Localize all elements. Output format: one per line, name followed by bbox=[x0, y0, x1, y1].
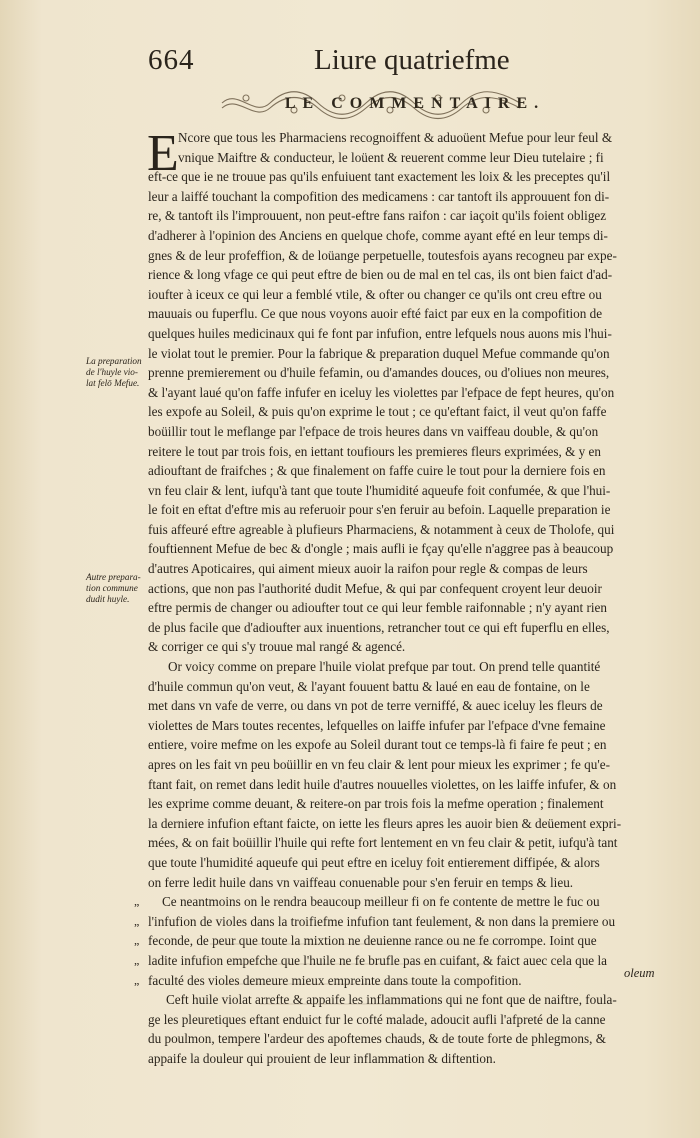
margin-note-line: Autre prepara- bbox=[86, 572, 141, 582]
text-line: eftre permis de changer ou adioufter tout ce qui leur femble raifonnable ; n'y ayant rien bbox=[148, 600, 607, 616]
text-line: reitere le tout par trois fois, en iettant toufiours les premieres fleurs exprimées, & y en bbox=[148, 443, 601, 459]
quote-mark: „ bbox=[134, 913, 140, 928]
quote-mark: „ bbox=[134, 952, 140, 967]
text-line: du poulmon, tempere l'ardeur des apoftemes chauds, & de toute forte de phlegmons, & bbox=[148, 1031, 606, 1047]
text-line: leur a laiffé touchant la compofition des medicamens : car tantoft ils approuuent fon di- bbox=[148, 188, 610, 204]
section-heading: LE COMMENTAIRE. bbox=[284, 95, 546, 112]
text-line: vn feu clair & lent, iufqu'à tant que toute l'humidité aqueufe foit confumée, & que l'hui- bbox=[148, 482, 611, 498]
text-line: adiouftant de fraifches ; & que finalement on faffe cuire le tout pour la derniere fois en bbox=[148, 463, 606, 479]
quoted-line bbox=[134, 912, 664, 932]
text-line: met dans vn vafe de verre, ou dans vn pot de terre verniffé, & auec iceluy les fleurs de bbox=[148, 698, 603, 714]
text-line: le foit en eftat d'eftre mis au referuoir pour s'en feruir au befoin. Laquelle preparation ie bbox=[148, 502, 611, 518]
text-line: les exprime comme deuant, & reitere-on par trois fois la mefme operation ; finalement bbox=[148, 796, 604, 812]
text-line: eft-ce que ie ne trouue pas qu'ils enfuiuent tant exactement les loix & les preceptes qu'il bbox=[148, 169, 611, 185]
text-line: Or voicy comme on prepare l'huile violat prefque par tout. On prend telle quantité bbox=[168, 659, 601, 675]
text-line: le violat tout le premier. Pour la fabrique & preparation duquel Mefue commande qu'on bbox=[148, 345, 610, 361]
text-line: Ceft huile violat arrefte & appaife les inflammations qui ne font que de naiftre, foula- bbox=[166, 992, 617, 1008]
drop-cap: E bbox=[147, 125, 179, 182]
text-line: & corriger ce qui s'y trouue mal rangé & agencé. bbox=[148, 639, 406, 655]
quoted-line bbox=[134, 892, 664, 912]
text-line: vnique Maiftre & conducteur, le loüent & reuerent comme leur Dieu tutelaire ; fi bbox=[178, 149, 604, 165]
quote-mark: „ bbox=[134, 972, 140, 987]
text-line: prenne premierement ou d'huile fefamin, ou d'amandes douces, ou d'oliues non meures, bbox=[148, 365, 610, 381]
margin-note-line: tion commune bbox=[86, 583, 138, 593]
body-text bbox=[134, 125, 664, 1069]
text-line: d'autres Apoticaires, qui aiment mieux auoir la raifon pour regle & compas de leurs bbox=[148, 561, 588, 577]
page-number: 664 bbox=[148, 44, 195, 76]
text-line: on ferre ledit huile dans vn vaiffeau conuenable pour s'en feruir en temps & lieu. bbox=[148, 874, 574, 890]
text-line: fouftiennent Mefue de bec & d'ongle ; mais aufli ie fçay qu'elle n'aggree pas à beaucoup bbox=[148, 541, 614, 557]
text-line: boüillir tout le meflange par l'efpace de trois heures dans vn vaiffeau double, & qu'on bbox=[148, 423, 599, 439]
catchword: oleum bbox=[624, 966, 655, 980]
text-line: & l'ayant laué qu'on faffe infufer en iceluy les violettes par l'efpace de fept heures, qu'on bbox=[148, 384, 615, 400]
text-line: mauuais ou fuperflu. Ce que nous voyons auoir efté faict par eux en la compofition de bbox=[148, 306, 603, 322]
text-line: Ncore que tous les Pharmaciens recognoiffent & aduoüent Mefue pour leur feul & bbox=[178, 130, 613, 145]
text-line: apres on les fait vn peu boüillir en vn feu clair & lent pour mieux les exprimer ; fe qu'e- bbox=[148, 757, 610, 772]
text-line: quelques huiles medicinaux qui fe font par infufion, entre lefquels nous auons mis l'hui- bbox=[148, 325, 612, 341]
text-line: ladite infufion empefche que l'huile ne fe brufle pas en cuifant, & faict auec cela que la bbox=[148, 952, 607, 968]
text-line: la derniere infufion eftant faicte, on iette les fleurs apres les auoir bien & deüement expri- bbox=[148, 815, 622, 831]
text-line: d'huile commun qu'on veut, & l'ayant fouuent battu & laué en eau de fontaine, on le bbox=[148, 678, 590, 694]
text-line: les expofe au Soleil, & puis qu'on exprime le tout ; ce qu'eftant faict, il veut qu'on faffe bbox=[148, 404, 607, 420]
text-line: feconde, de peur que toute la mixtion ne deuienne rance ou ne fe corrompe. Ioint que bbox=[148, 933, 597, 949]
margin-note-line: lat felō Mefue. bbox=[86, 378, 140, 388]
text-line: que toute l'humidité aqueufe qui peut eftre en iceluy foit entierement diffipée, & alors bbox=[148, 854, 600, 870]
text-line: Ce neantmoins on le rendra beaucoup meilleur fi on fe contente de mettre le fuc ou bbox=[162, 894, 600, 910]
text-line: fuis affeuré eftre agreable à plufieurs Pharmaciens, & notamment à ceux de Tholofe, qui bbox=[148, 521, 615, 537]
text-line: d'adherer à l'opinion des Anciens en quelque chofe, comme ayant efté en leur temps di- bbox=[148, 227, 608, 243]
text-line: mées, & on fait boüillir l'huile qui refte fort lentement en vn feu clair & petit, iufqu'à tant bbox=[148, 835, 618, 851]
text-line: ge les pleuretiques eftant enduict fur le cofté malade, adoucit aufli l'afpreté de la canne bbox=[148, 1011, 606, 1027]
text-line: de plus facile que d'adioufter aux inuentions, retrancher tout ce qui eft fuperflu en elles, bbox=[148, 619, 610, 635]
text-line: violettes de Mars toutes recentes, lefquelles on laiffe infufer par l'efpace d'vne femaine bbox=[148, 717, 606, 733]
margin-note-line: La preparation bbox=[86, 356, 142, 366]
margin-note-autre-preparation bbox=[86, 572, 150, 605]
text-line: appaife la douleur qui prouient de leur inflammation & diftention. bbox=[148, 1050, 496, 1066]
quote-mark: „ bbox=[134, 894, 140, 909]
text-line: entiere, voire mefme on les expofe au Soleil durant tout ce temps-là fi faire fe peut ; en bbox=[148, 737, 607, 753]
margin-note-preparation-mesue bbox=[86, 356, 150, 389]
text-line: rience & long vfage ce qui peut eftre de bien ou de mal en tel cas, ils ont bien faict d'ad- bbox=[148, 267, 613, 283]
running-title: Liure quatriefme bbox=[314, 44, 510, 76]
text-line: re, & tantoft ils l'improuuent, non peut-eftre fans raifon : car iaçoit qu'ils foient obligez bbox=[148, 208, 607, 224]
quote-mark: „ bbox=[134, 933, 140, 948]
margin-note-line: dudit huyle. bbox=[86, 594, 130, 604]
text-line: actions, que non pas l'authorité dudit Mefue, & qui par confequent croyent leur deuoir bbox=[148, 580, 602, 596]
text-line: ioufter à iceux ce qui leur a femblé vtile, & ofter ou changer ce qu'ils ont creu eftre ou bbox=[148, 286, 602, 302]
text-line: ftant fait, on remet dans ledit huile d'autres nouuelles violettes, on les laiffe infufer, & on bbox=[148, 776, 617, 792]
bleed-through-texture bbox=[200, 930, 520, 1020]
text-line: l'infufion de violes dans la troifiefme infufion tant feulement, & non dans la premiere ou bbox=[148, 913, 616, 929]
margin-note-line: de l'huyle vio- bbox=[86, 367, 138, 377]
text-line: gnes & de leur profeffion, & de loüange perpetuelle, toutesfois ayans recogneu par expe- bbox=[148, 247, 617, 263]
text-line: faculté des violes demeure mieux empreinte dans toute la compofition. bbox=[148, 972, 522, 988]
